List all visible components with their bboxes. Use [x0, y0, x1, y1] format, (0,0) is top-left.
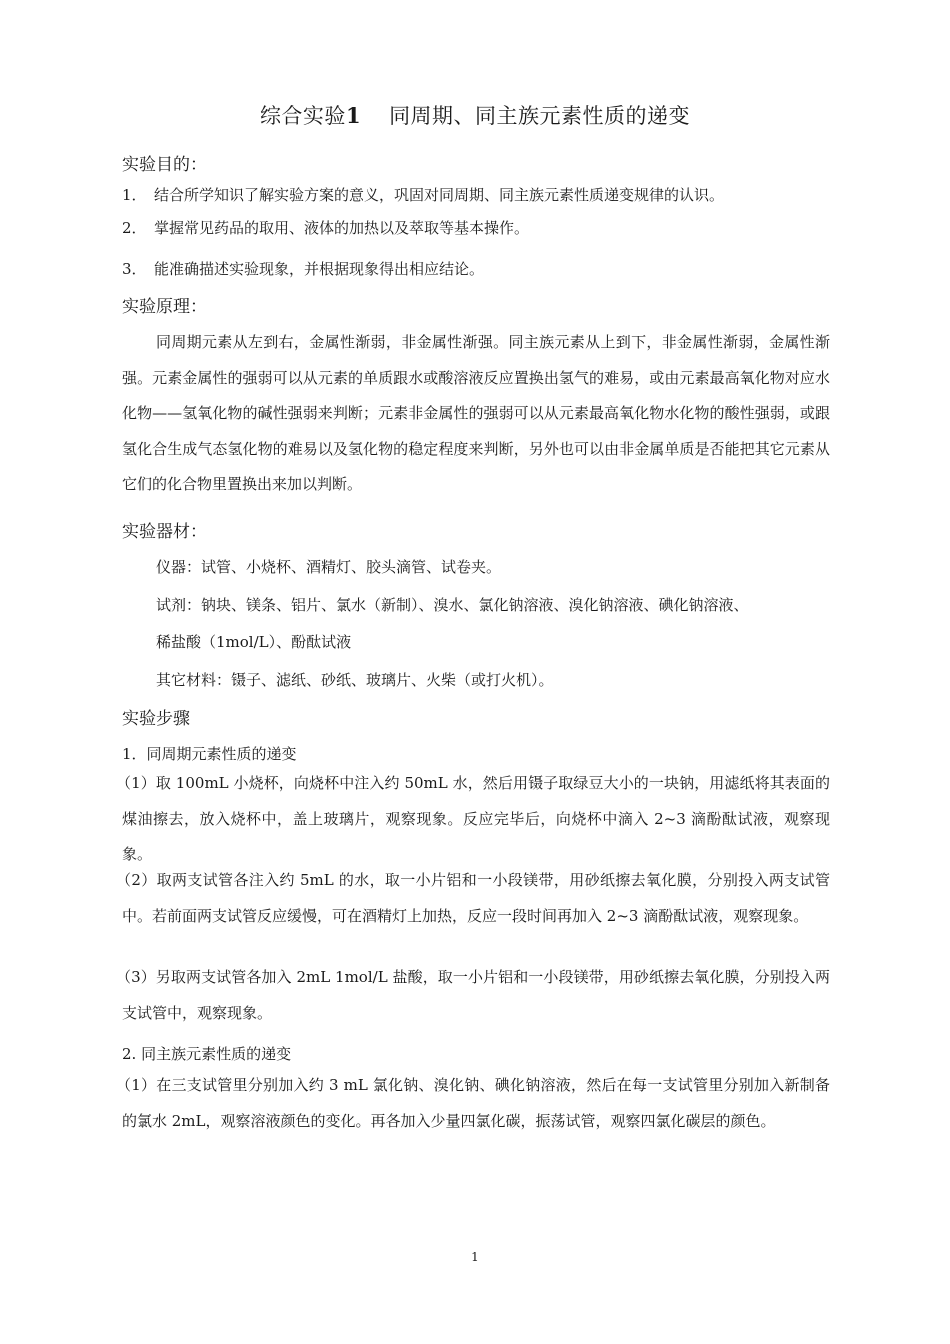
title-main: 同周期、同主族元素性质的递变 — [389, 104, 691, 128]
reagents-line: 稀盐酸（1mol/L）、酚酞试液 — [156, 633, 352, 651]
purpose-item: 1． 结合所学知识了解实验方案的意义，巩固对同周期、同主族元素性质递变规律的认识。 — [122, 186, 725, 204]
part2-step1: （1）在三支试管里分别加入约 3 mL 氯化钠、溴化钠、碘化钠溶液，然后在每一支试管里分别加入新制备的氯水 2mL，观察溶液颜色的变化。再各加入少量四氯化碳，振荡试管，观察四氯化碳层的颜色。 — [116, 1076, 830, 1130]
steps-heading: 实验步骤 — [122, 709, 190, 729]
part1-step3: （3）另取两支试管各加入 2mL 1mol/L 盐酸，取一小片铝和一小段镁带，用砂纸擦去氧化膜，分别投入两支试管中，观察现象。 — [116, 968, 830, 1022]
part2-title: 2. 同主族元素性质的递变 — [122, 1045, 292, 1063]
purpose-heading: 实验目的： — [122, 155, 207, 175]
other-materials-line: 其它材料：镊子、滤纸、砂纸、玻璃片、火柴（或打火机）。 — [156, 671, 554, 689]
instruments-line: 仪器：试管、小烧杯、酒精灯、胶头滴管、试卷夹。 — [156, 558, 502, 576]
principle-paragraph: 同周期元素从左到右，金属性渐弱，非金属性渐强。同主族元素从上到下，非金属性渐弱，金属性渐强。元素金属性的强弱可以从元素的单质跟水或酸溶液反应置换出氢气的难易，或由元素最高氧化物对应水化物——氢氧化物的碱性强弱来判断；元素非金属性的强弱可以从元素最高氧化物水化物的酸性强弱，或跟氢化合生成气态氢化物的难易以及氢化物的稳定程度来判断，另外也可以由非金属单质是否能把其它元素从它们的化合物里置换出来加以判断。 — [122, 333, 830, 493]
title-prefix: 综合实验 — [259, 104, 346, 128]
page-number: 1 — [471, 1250, 479, 1264]
document-title — [0, 100, 950, 130]
principle-heading: 实验原理： — [122, 297, 207, 317]
purpose-item: 3． 能准确描述实验现象，并根据现象得出相应结论。 — [122, 260, 485, 278]
part1-title: 1．同周期元素性质的递变 — [122, 745, 297, 763]
reagents-line: 试剂：钠块、镁条、铝片、氯水（新制）、溴水、氯化钠溶液、溴化钠溶液、碘化钠溶液、 — [156, 596, 749, 614]
title-number: 1 — [345, 103, 362, 128]
purpose-item: 2． 掌握常见药品的取用、液体的加热以及萃取等基本操作。 — [122, 219, 530, 237]
part1-step2: （2）取两支试管各注入约 5mL 的水，取一小片铝和一小段镁带，用砂纸擦去氧化膜，分别投入两支试管中。若前面两支试管反应缓慢，可在酒精灯上加热，反应一段时间再加入 2~3 滴酚酞试液，观察现象。 — [116, 871, 830, 925]
part1-step1: （1）取 100mL 小烧杯，向烧杯中注入约 50mL 水，然后用镊子取绿豆大小的一块钠，用滤纸将其表面的煤油擦去，放入烧杯中，盖上玻璃片，观察现象。反应完毕后，向烧杯中滴入 2~3 滴酚酞试液，观察现象。 — [116, 774, 830, 863]
equipment-heading: 实验器材： — [122, 522, 207, 542]
